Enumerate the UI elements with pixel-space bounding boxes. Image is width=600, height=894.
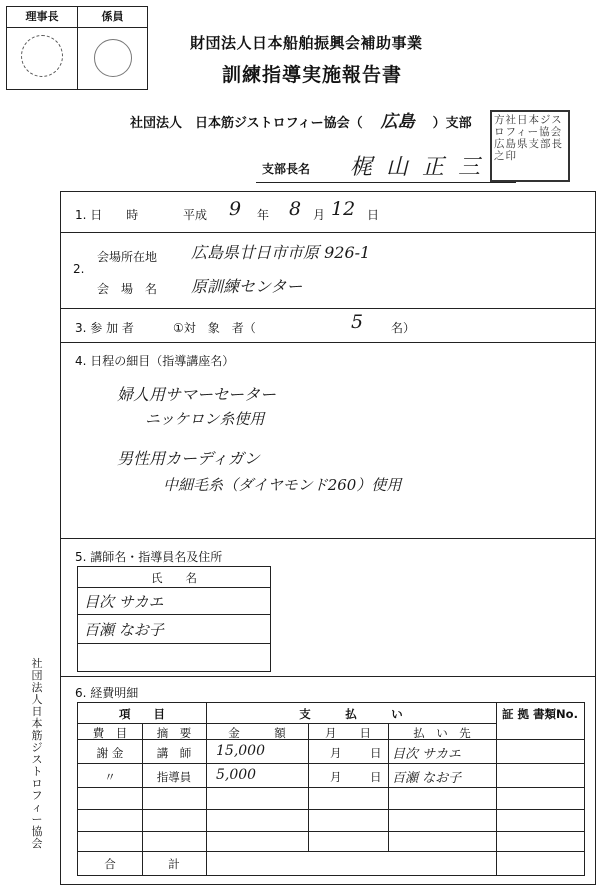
association-line	[130, 107, 472, 132]
payee-header: 払 い 先	[413, 726, 471, 740]
item-header: 項 目	[119, 707, 165, 721]
expense-row-1-payee: 目次 サカエ	[392, 747, 461, 762]
side-org-label: 社団法人日本筋ジストロフィー協会	[31, 657, 43, 850]
course-line-2: ニッケロン糸使用	[145, 410, 265, 428]
association-name: 社団法人 日本筋ジストロフィー協会（	[130, 116, 363, 131]
branch-head-label: 支部長名	[262, 162, 311, 176]
stamp-cell-director	[7, 27, 78, 89]
table-rule	[78, 643, 270, 644]
expense-row-1-cost: 謝 金	[96, 746, 124, 760]
expenses-label: 6. 経費明細	[75, 686, 139, 700]
expense-row-2-day: 日	[370, 770, 382, 784]
expense-row-2-cost: 〃	[104, 770, 116, 784]
expense-row-2-summary: 指導員	[156, 770, 192, 784]
cost-item-header: 費 目	[92, 726, 128, 740]
participants-label: 3. 参 加 者	[75, 321, 134, 335]
date-label: 1. 日 時	[75, 208, 139, 222]
expense-row-1-amount: 15,000	[216, 743, 265, 759]
section-divider	[61, 538, 595, 539]
count-unit: 名）	[391, 321, 416, 335]
section-divider	[61, 308, 595, 309]
schedule-label: 4. 日程の細目（指導講座名）	[75, 354, 235, 368]
table-rule	[78, 831, 584, 832]
personal-seal-icon	[21, 35, 63, 77]
table-rule	[78, 723, 496, 724]
org-line: 財団法人日本船舶振興会補助事業	[190, 34, 423, 52]
era-label: 平成	[183, 208, 208, 222]
stamp-head-staff: 係員	[78, 7, 147, 28]
section-divider	[61, 676, 595, 677]
instructor-name-1: 目次 サカエ	[84, 593, 164, 611]
month-value: 8	[289, 198, 302, 220]
table-rule	[78, 763, 584, 764]
target-label: ①対 象 者（	[173, 321, 256, 335]
branch-head-underline	[256, 182, 516, 183]
section-divider	[61, 232, 595, 233]
proof-doc-header: 証 拠 書類No.	[502, 707, 578, 721]
course-line-4: 中細毛糸（ダイヤモンド260）使用	[163, 476, 402, 494]
report-form	[60, 191, 596, 885]
venue-name-value: 原訓練センター	[191, 277, 303, 296]
table-rule	[78, 587, 270, 588]
total-label-a: 合	[104, 857, 116, 871]
day-value: 12	[331, 198, 356, 220]
expense-row-2-amount: 5,000	[216, 767, 257, 783]
participant-count: 5	[351, 311, 364, 333]
day-unit: 日	[367, 208, 380, 222]
expense-row-1-month: 月	[330, 746, 342, 760]
venue-section-number: 2.	[73, 262, 85, 276]
month-unit: 月	[313, 208, 326, 222]
page-title: 訓練指導実施報告書	[222, 64, 403, 86]
total-label-b: 計	[168, 857, 180, 871]
year-value: 9	[229, 198, 242, 220]
expense-row-2-month: 月	[330, 770, 342, 784]
amount-header: 金 額	[228, 726, 286, 740]
venue-address-label: 会場所在地	[97, 250, 158, 264]
payment-header: 支 払 い	[299, 707, 403, 721]
summary-header: 摘 要	[156, 726, 192, 740]
table-rule	[496, 703, 497, 875]
date-header: 月 日	[325, 726, 371, 740]
association-suffix: ）支部	[432, 116, 472, 131]
branch-name-handwritten: 広島	[380, 112, 415, 132]
table-rule	[78, 614, 270, 615]
table-rule	[78, 787, 584, 788]
section-divider	[61, 342, 595, 343]
expense-row-2-payee: 百瀬 なお子	[392, 771, 462, 786]
approval-stamp-grid	[6, 6, 148, 90]
venue-address-value: 広島県廿日市市原 926-1	[191, 243, 371, 262]
course-line-3: 男性用カーディガン	[117, 449, 260, 468]
instructor-name-header: 氏 名	[151, 571, 197, 585]
year-unit: 年	[257, 208, 270, 222]
table-rule	[78, 851, 584, 852]
stamp-cell-staff	[78, 27, 147, 89]
instructor-table	[77, 566, 271, 672]
personal-seal-icon	[94, 39, 132, 77]
expense-row-1-day: 日	[370, 746, 382, 760]
expense-row-1-summary: 講 師	[156, 746, 192, 760]
expense-table	[77, 702, 585, 876]
instructor-name-2: 百瀬 なお子	[84, 621, 164, 639]
venue-name-label: 会 場 名	[97, 282, 158, 296]
instructors-label: 5. 講師名・指導員名及住所	[75, 550, 223, 564]
stamp-head-director: 理事長	[7, 7, 78, 28]
branch-head-name-handwritten: 梶山正三	[350, 155, 495, 180]
course-line-1: 婦人用サマーセーター	[117, 385, 277, 404]
table-rule	[78, 809, 584, 810]
official-seal-icon: 方社日本ジスロフィー協会広島県支部長之印	[490, 110, 570, 182]
